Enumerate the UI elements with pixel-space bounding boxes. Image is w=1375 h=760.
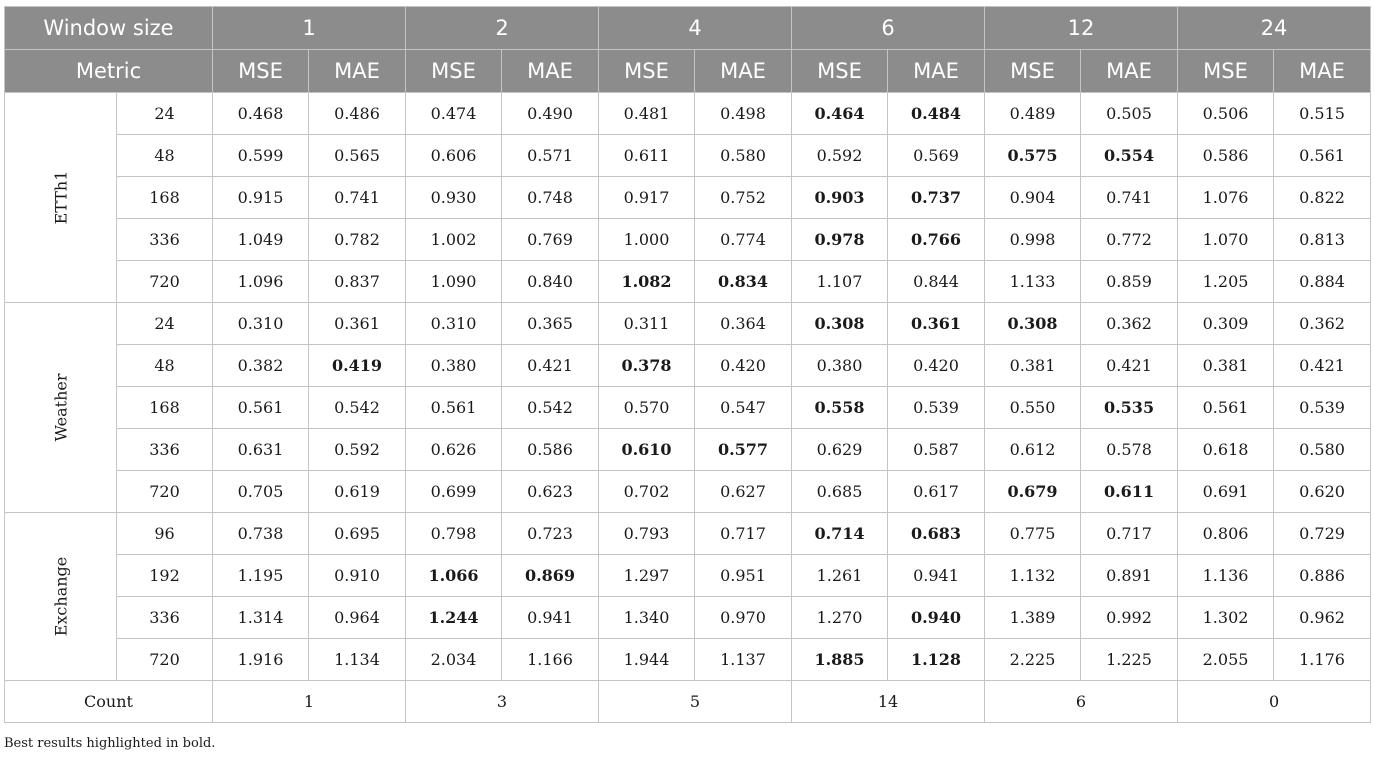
mse-cell: 0.738 xyxy=(213,513,309,555)
table-row xyxy=(5,93,1371,135)
mae-cell: 0.484 xyxy=(888,93,985,135)
mse-cell: 0.917 xyxy=(599,177,695,219)
mae-cell: 0.419 xyxy=(309,345,406,387)
mse-cell: 0.575 xyxy=(985,135,1081,177)
mse-cell: 1.066 xyxy=(406,555,502,597)
mse-cell: 1.885 xyxy=(792,639,888,681)
mae-cell: 0.592 xyxy=(309,429,406,471)
mse-cell: 0.599 xyxy=(213,135,309,177)
mae-cell: 0.580 xyxy=(695,135,792,177)
dataset-name: Weather xyxy=(51,373,70,442)
mae-cell: 0.813 xyxy=(1274,219,1371,261)
mse-cell: 1.132 xyxy=(985,555,1081,597)
mse-cell: 0.798 xyxy=(406,513,502,555)
mae-cell: 0.587 xyxy=(888,429,985,471)
mae-cell: 0.420 xyxy=(695,345,792,387)
mae-cell: 0.364 xyxy=(695,303,792,345)
mae-cell: 0.774 xyxy=(695,219,792,261)
mse-cell: 1.244 xyxy=(406,597,502,639)
mse-cell: 0.915 xyxy=(213,177,309,219)
mse-cell: 0.930 xyxy=(406,177,502,219)
mae-cell: 0.782 xyxy=(309,219,406,261)
mse-cell: 1.107 xyxy=(792,261,888,303)
metric-header-mae: MAE xyxy=(1274,50,1371,93)
horizon-cell: 192 xyxy=(117,555,213,597)
mae-cell: 0.421 xyxy=(1081,345,1178,387)
mse-cell: 1.916 xyxy=(213,639,309,681)
mse-cell: 1.049 xyxy=(213,219,309,261)
mse-cell: 1.070 xyxy=(1178,219,1274,261)
results-body xyxy=(5,93,1371,723)
mse-cell: 0.311 xyxy=(599,303,695,345)
mse-cell: 1.000 xyxy=(599,219,695,261)
mae-cell: 0.421 xyxy=(1274,345,1371,387)
mse-cell: 1.314 xyxy=(213,597,309,639)
mse-cell: 0.506 xyxy=(1178,93,1274,135)
dataset-label xyxy=(5,513,117,681)
mae-cell: 0.486 xyxy=(309,93,406,135)
mse-cell: 0.904 xyxy=(985,177,1081,219)
horizon-cell: 48 xyxy=(117,135,213,177)
mse-cell: 0.381 xyxy=(985,345,1081,387)
mse-cell: 0.489 xyxy=(985,93,1081,135)
mse-cell: 0.380 xyxy=(406,345,502,387)
table-row xyxy=(5,345,1371,387)
metric-header-mae: MAE xyxy=(309,50,406,93)
mse-cell: 1.340 xyxy=(599,597,695,639)
mae-cell: 0.951 xyxy=(695,555,792,597)
mse-cell: 0.978 xyxy=(792,219,888,261)
mse-cell: 0.464 xyxy=(792,93,888,135)
mse-cell: 1.270 xyxy=(792,597,888,639)
table-row xyxy=(5,177,1371,219)
mae-cell: 0.834 xyxy=(695,261,792,303)
metric-header-mse: MSE xyxy=(213,50,309,93)
mae-cell: 0.515 xyxy=(1274,93,1371,135)
table-row xyxy=(5,219,1371,261)
mae-cell: 0.578 xyxy=(1081,429,1178,471)
mse-cell: 0.679 xyxy=(985,471,1081,513)
mse-cell: 0.561 xyxy=(1178,387,1274,429)
horizon-cell: 24 xyxy=(117,303,213,345)
metric-header-row xyxy=(5,50,1371,93)
mae-cell: 0.490 xyxy=(502,93,599,135)
mae-cell: 0.505 xyxy=(1081,93,1178,135)
dataset-label xyxy=(5,93,117,303)
mse-cell: 1.002 xyxy=(406,219,502,261)
mae-cell: 1.225 xyxy=(1081,639,1178,681)
horizon-cell: 168 xyxy=(117,177,213,219)
dataset-name: Exchange xyxy=(51,556,70,637)
mae-cell: 0.617 xyxy=(888,471,985,513)
mse-cell: 1.090 xyxy=(406,261,502,303)
mae-cell: 0.741 xyxy=(1081,177,1178,219)
mae-cell: 0.884 xyxy=(1274,261,1371,303)
mse-cell: 1.195 xyxy=(213,555,309,597)
table-row xyxy=(5,639,1371,681)
metric-header-mae: MAE xyxy=(888,50,985,93)
mae-cell: 0.695 xyxy=(309,513,406,555)
count-value: 1 xyxy=(213,681,406,723)
mae-cell: 0.623 xyxy=(502,471,599,513)
mae-cell: 0.859 xyxy=(1081,261,1178,303)
mae-cell: 0.569 xyxy=(888,135,985,177)
mae-cell: 0.542 xyxy=(309,387,406,429)
mae-cell: 0.619 xyxy=(309,471,406,513)
mae-cell: 0.891 xyxy=(1081,555,1178,597)
mse-cell: 0.612 xyxy=(985,429,1081,471)
mae-cell: 0.729 xyxy=(1274,513,1371,555)
mae-cell: 0.772 xyxy=(1081,219,1178,261)
mae-cell: 0.611 xyxy=(1081,471,1178,513)
mse-cell: 0.775 xyxy=(985,513,1081,555)
count-value: 5 xyxy=(599,681,792,723)
mse-cell: 0.308 xyxy=(792,303,888,345)
mse-cell: 0.586 xyxy=(1178,135,1274,177)
metric-label: Metric xyxy=(5,50,213,93)
mae-cell: 0.586 xyxy=(502,429,599,471)
table-row xyxy=(5,555,1371,597)
window-header: 4 xyxy=(599,7,792,50)
mae-cell: 0.886 xyxy=(1274,555,1371,597)
metric-header-mae: MAE xyxy=(695,50,792,93)
mse-cell: 0.381 xyxy=(1178,345,1274,387)
mae-cell: 0.723 xyxy=(502,513,599,555)
mae-cell: 0.554 xyxy=(1081,135,1178,177)
mse-cell: 2.225 xyxy=(985,639,1081,681)
mae-cell: 0.717 xyxy=(695,513,792,555)
horizon-cell: 336 xyxy=(117,597,213,639)
mse-cell: 0.793 xyxy=(599,513,695,555)
mse-cell: 0.691 xyxy=(1178,471,1274,513)
mse-cell: 0.606 xyxy=(406,135,502,177)
metric-header-mae: MAE xyxy=(1081,50,1178,93)
mse-cell: 2.034 xyxy=(406,639,502,681)
mse-cell: 1.389 xyxy=(985,597,1081,639)
count-value: 14 xyxy=(792,681,985,723)
mae-cell: 0.547 xyxy=(695,387,792,429)
horizon-cell: 168 xyxy=(117,387,213,429)
mae-cell: 0.683 xyxy=(888,513,985,555)
table-row xyxy=(5,513,1371,555)
mae-cell: 0.361 xyxy=(309,303,406,345)
horizon-cell: 336 xyxy=(117,429,213,471)
mse-cell: 0.705 xyxy=(213,471,309,513)
mae-cell: 0.822 xyxy=(1274,177,1371,219)
mae-cell: 1.137 xyxy=(695,639,792,681)
mse-cell: 0.618 xyxy=(1178,429,1274,471)
mae-cell: 0.748 xyxy=(502,177,599,219)
mse-cell: 0.806 xyxy=(1178,513,1274,555)
mse-cell: 0.558 xyxy=(792,387,888,429)
mse-cell: 0.474 xyxy=(406,93,502,135)
count-label: Count xyxy=(5,681,213,723)
count-value: 3 xyxy=(406,681,599,723)
table-row xyxy=(5,471,1371,513)
mae-cell: 0.752 xyxy=(695,177,792,219)
mae-cell: 0.940 xyxy=(888,597,985,639)
mse-cell: 1.302 xyxy=(1178,597,1274,639)
mse-cell: 0.903 xyxy=(792,177,888,219)
mse-cell: 0.382 xyxy=(213,345,309,387)
table-row xyxy=(5,429,1371,471)
mse-cell: 0.631 xyxy=(213,429,309,471)
mae-cell: 0.717 xyxy=(1081,513,1178,555)
mse-cell: 0.308 xyxy=(985,303,1081,345)
window-header: 12 xyxy=(985,7,1178,50)
results-table xyxy=(4,6,1371,723)
mae-cell: 0.535 xyxy=(1081,387,1178,429)
mae-cell: 0.766 xyxy=(888,219,985,261)
mae-cell: 0.769 xyxy=(502,219,599,261)
count-row xyxy=(5,681,1371,723)
metric-header-mse: MSE xyxy=(985,50,1081,93)
mae-cell: 0.361 xyxy=(888,303,985,345)
horizon-cell: 720 xyxy=(117,639,213,681)
mse-cell: 0.714 xyxy=(792,513,888,555)
mae-cell: 0.941 xyxy=(502,597,599,639)
mae-cell: 1.166 xyxy=(502,639,599,681)
horizon-cell: 48 xyxy=(117,345,213,387)
mse-cell: 0.550 xyxy=(985,387,1081,429)
mae-cell: 0.539 xyxy=(888,387,985,429)
mae-cell: 0.420 xyxy=(888,345,985,387)
metric-header-mse: MSE xyxy=(599,50,695,93)
mse-cell: 2.055 xyxy=(1178,639,1274,681)
mae-cell: 0.539 xyxy=(1274,387,1371,429)
window-header: 2 xyxy=(406,7,599,50)
horizon-cell: 720 xyxy=(117,471,213,513)
mae-cell: 0.561 xyxy=(1274,135,1371,177)
mae-cell: 0.362 xyxy=(1274,303,1371,345)
mse-cell: 1.076 xyxy=(1178,177,1274,219)
mae-cell: 0.580 xyxy=(1274,429,1371,471)
mse-cell: 1.205 xyxy=(1178,261,1274,303)
mse-cell: 0.699 xyxy=(406,471,502,513)
mae-cell: 0.577 xyxy=(695,429,792,471)
mse-cell: 0.626 xyxy=(406,429,502,471)
mse-cell: 0.468 xyxy=(213,93,309,135)
table-row xyxy=(5,597,1371,639)
mse-cell: 1.261 xyxy=(792,555,888,597)
mse-cell: 1.096 xyxy=(213,261,309,303)
mse-cell: 0.481 xyxy=(599,93,695,135)
mse-cell: 0.561 xyxy=(213,387,309,429)
mae-cell: 0.741 xyxy=(309,177,406,219)
mae-cell: 0.571 xyxy=(502,135,599,177)
mse-cell: 0.378 xyxy=(599,345,695,387)
mae-cell: 0.498 xyxy=(695,93,792,135)
mae-cell: 0.620 xyxy=(1274,471,1371,513)
window-header: 24 xyxy=(1178,7,1371,50)
mae-cell: 0.542 xyxy=(502,387,599,429)
mae-cell: 0.910 xyxy=(309,555,406,597)
mse-cell: 0.611 xyxy=(599,135,695,177)
mae-cell: 0.941 xyxy=(888,555,985,597)
table-row xyxy=(5,135,1371,177)
dataset-label xyxy=(5,303,117,513)
table-footnote: Best results highlighted in bold. xyxy=(4,736,216,751)
mse-cell: 0.570 xyxy=(599,387,695,429)
mse-cell: 0.685 xyxy=(792,471,888,513)
mae-cell: 0.970 xyxy=(695,597,792,639)
mse-cell: 0.998 xyxy=(985,219,1081,261)
mae-cell: 1.176 xyxy=(1274,639,1371,681)
dataset-name: ETTh1 xyxy=(51,170,70,225)
mae-cell: 1.134 xyxy=(309,639,406,681)
horizon-cell: 96 xyxy=(117,513,213,555)
metric-header-mse: MSE xyxy=(406,50,502,93)
horizon-cell: 24 xyxy=(117,93,213,135)
mae-cell: 0.362 xyxy=(1081,303,1178,345)
mae-cell: 0.844 xyxy=(888,261,985,303)
mse-cell: 0.310 xyxy=(406,303,502,345)
mae-cell: 0.869 xyxy=(502,555,599,597)
metric-header-mae: MAE xyxy=(502,50,599,93)
window-size-label: Window size xyxy=(5,7,213,50)
mse-cell: 1.944 xyxy=(599,639,695,681)
mse-cell: 0.561 xyxy=(406,387,502,429)
metric-header-mse: MSE xyxy=(1178,50,1274,93)
mae-cell: 1.128 xyxy=(888,639,985,681)
mae-cell: 0.737 xyxy=(888,177,985,219)
window-header: 6 xyxy=(792,7,985,50)
mae-cell: 0.964 xyxy=(309,597,406,639)
mse-cell: 1.136 xyxy=(1178,555,1274,597)
mse-cell: 0.309 xyxy=(1178,303,1274,345)
mae-cell: 0.565 xyxy=(309,135,406,177)
window-size-header-row xyxy=(5,7,1371,50)
mae-cell: 0.627 xyxy=(695,471,792,513)
table-row xyxy=(5,387,1371,429)
mse-cell: 0.592 xyxy=(792,135,888,177)
horizon-cell: 720 xyxy=(117,261,213,303)
table-row xyxy=(5,303,1371,345)
horizon-cell: 336 xyxy=(117,219,213,261)
count-value: 0 xyxy=(1178,681,1371,723)
mae-cell: 0.962 xyxy=(1274,597,1371,639)
mse-cell: 0.629 xyxy=(792,429,888,471)
mae-cell: 0.421 xyxy=(502,345,599,387)
mae-cell: 0.837 xyxy=(309,261,406,303)
table-row xyxy=(5,261,1371,303)
mse-cell: 0.310 xyxy=(213,303,309,345)
count-value: 6 xyxy=(985,681,1178,723)
mse-cell: 0.380 xyxy=(792,345,888,387)
mse-cell: 1.133 xyxy=(985,261,1081,303)
mse-cell: 0.702 xyxy=(599,471,695,513)
mae-cell: 0.992 xyxy=(1081,597,1178,639)
mse-cell: 1.297 xyxy=(599,555,695,597)
metric-header-mse: MSE xyxy=(792,50,888,93)
window-header: 1 xyxy=(213,7,406,50)
mae-cell: 0.840 xyxy=(502,261,599,303)
mse-cell: 1.082 xyxy=(599,261,695,303)
mae-cell: 0.365 xyxy=(502,303,599,345)
mse-cell: 0.610 xyxy=(599,429,695,471)
